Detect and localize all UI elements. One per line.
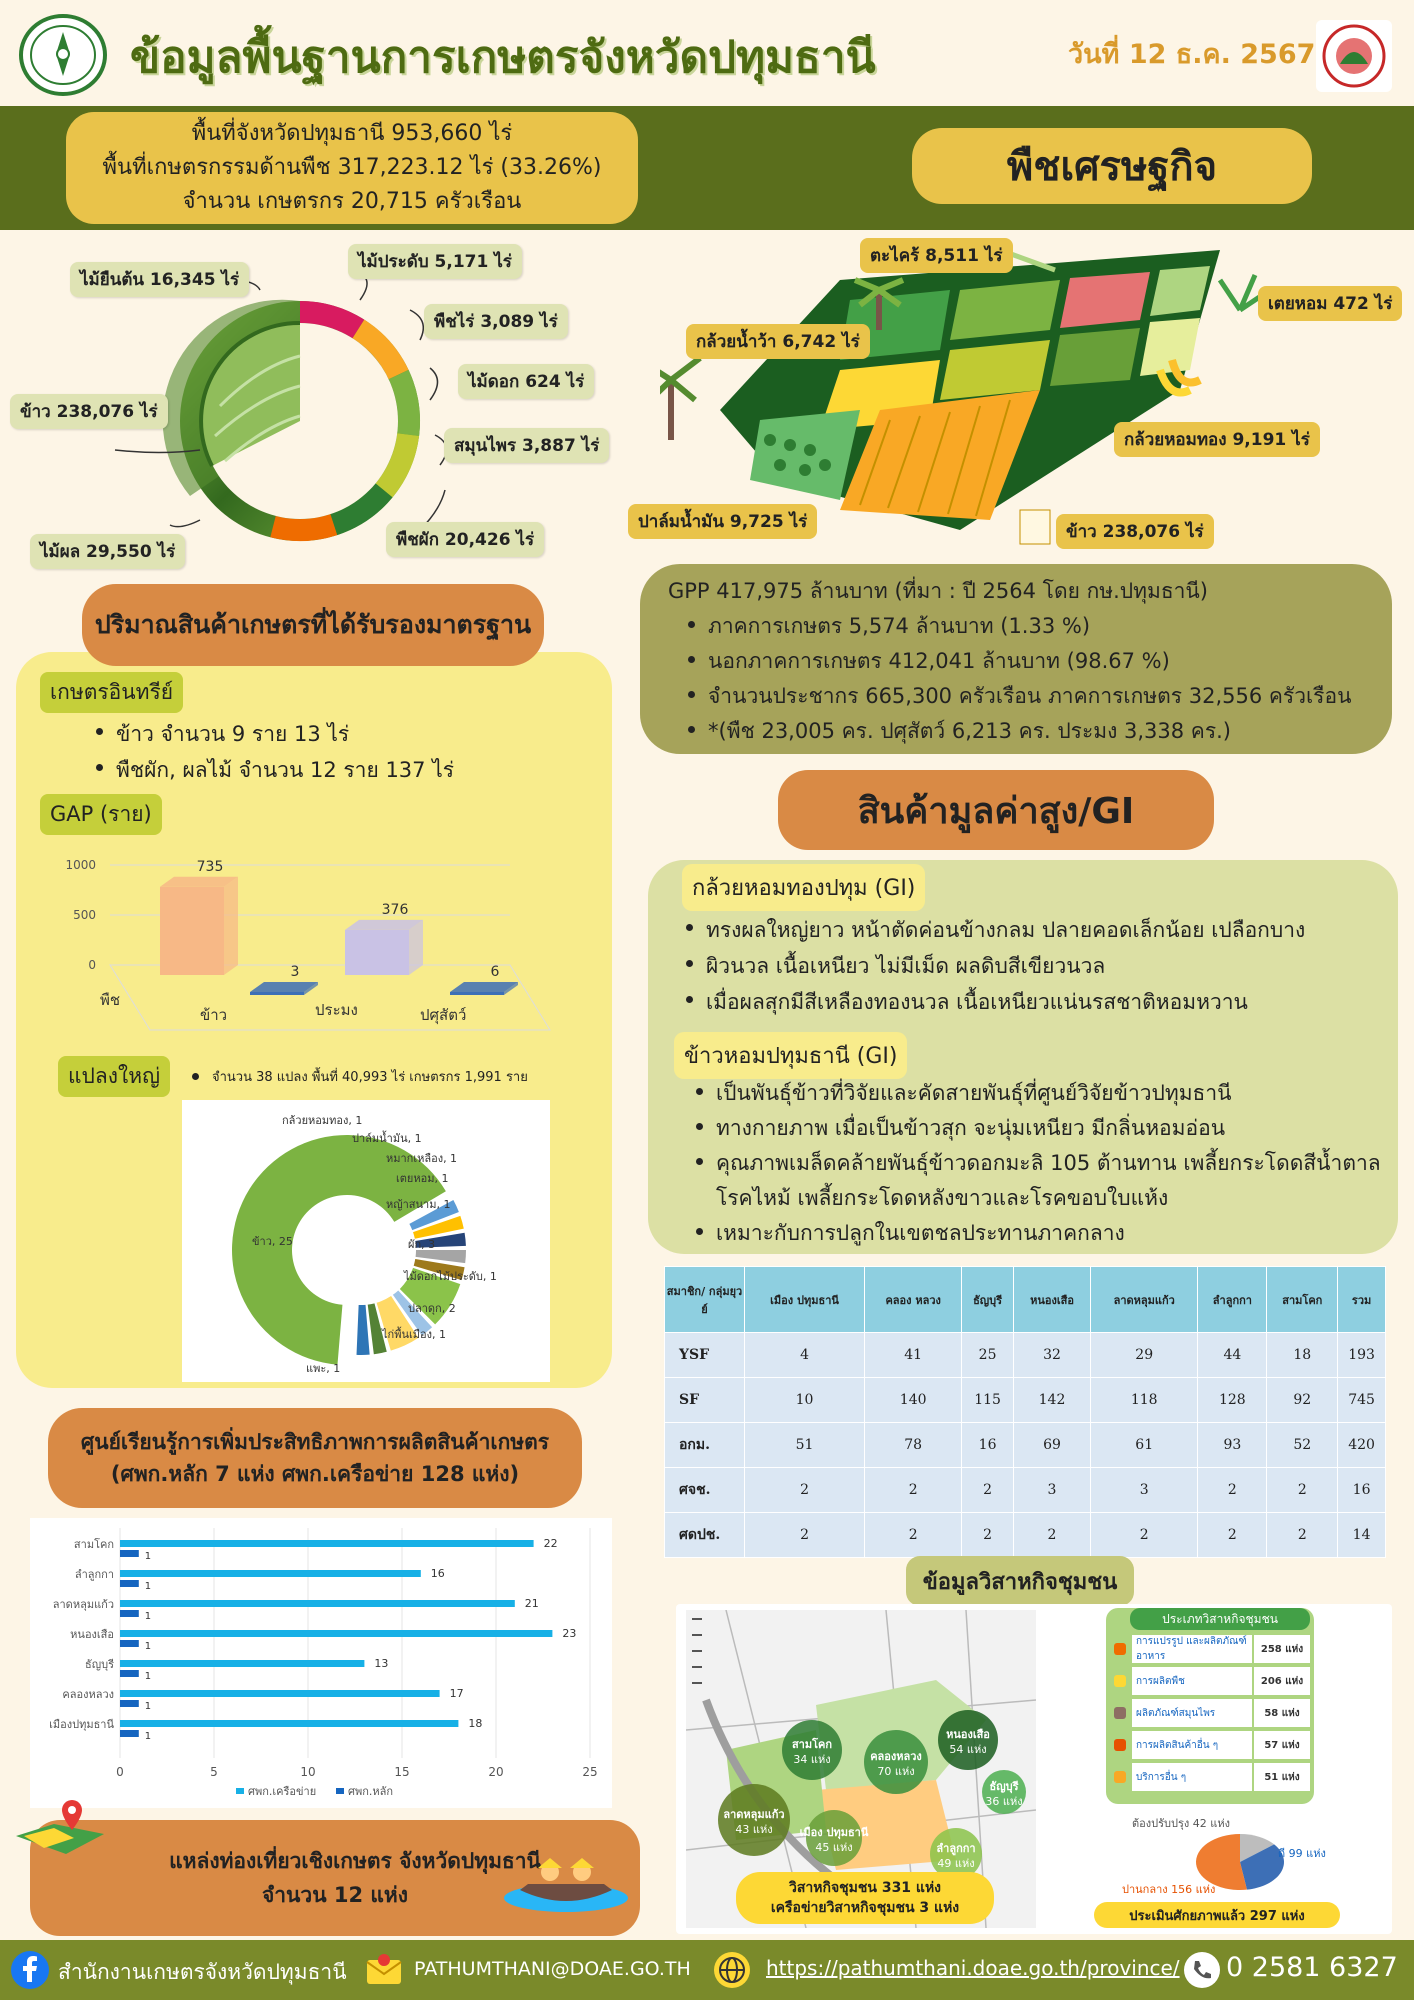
table-cell: 25: [962, 1333, 1014, 1378]
page-title: ข้อมูลพื้นฐานการเกษตรจังหวัดปทุมธานี: [130, 32, 876, 83]
label-vegetables: พืชผัก 20,426 ไร่: [386, 522, 544, 557]
large-plot-note: จำนวน 38 แปลง พื้นที่ 40,993 ไร่ เกษตรกร 1,991 ราย: [190, 1066, 528, 1087]
category-label: หนองเสือ: [70, 1628, 114, 1641]
main-center-bar: [120, 1610, 139, 1617]
gap-data-label: 735: [196, 858, 224, 875]
category-label: ลาดหลุมแก้ว: [52, 1598, 114, 1611]
table-cell: 745: [1338, 1378, 1386, 1423]
x-tick-label: 5: [210, 1765, 218, 1779]
gap-bar-chart: [50, 840, 570, 1060]
category-label: สามโคก: [73, 1538, 114, 1551]
table-cell: 3: [1091, 1468, 1198, 1513]
enterprise-type-icon: [1114, 1675, 1126, 1687]
plot-slice-label: ข้าว, 25: [252, 1235, 293, 1248]
table-cell: 51: [745, 1423, 865, 1468]
label-flowers: ไม้ดอก 624 ไร่: [458, 364, 594, 399]
table-cell: 2: [745, 1468, 865, 1513]
gap-data-label: 376: [381, 901, 409, 918]
table-cell: 29: [1091, 1333, 1198, 1378]
table-row: [665, 1513, 1386, 1558]
main-data-label: 1: [144, 1731, 152, 1742]
district-name: สามโคก: [791, 1738, 833, 1751]
x-tick-label: 0: [116, 1765, 124, 1779]
main-center-bar: [120, 1700, 139, 1707]
email-icon: [366, 1952, 402, 1986]
network-center-bar: [120, 1540, 534, 1547]
large-plot-note-list: [190, 1066, 528, 1087]
gap-bar: [160, 887, 224, 975]
table-cell: 2: [1198, 1468, 1267, 1513]
legend-swatch: [236, 1788, 244, 1794]
district-count: 43 แห่ง: [735, 1823, 773, 1836]
community-total-banner: [736, 1872, 994, 1924]
label-lemongrass: ตะไคร้ 8,511 ไร่: [860, 238, 1013, 273]
x-tick-label: 15: [394, 1765, 410, 1779]
district-name: เมือง ปทุมธานี: [799, 1826, 869, 1839]
main-center-bar: [120, 1640, 139, 1647]
palm-tree-icon: [660, 358, 700, 440]
organic-tag: เกษตรอินทรีย์: [40, 672, 183, 713]
gpp-title: GPP 417,975 ล้านบาท (ที่มา : ปี 2564 โดย กษ.ปทุมธานี): [668, 579, 1208, 603]
row-label: SF: [665, 1378, 745, 1423]
summary-box: [66, 112, 638, 224]
main-center-bar: [120, 1550, 139, 1557]
table-cell: 118: [1091, 1378, 1198, 1423]
table-cell: 2: [1013, 1513, 1090, 1558]
main-data-label: 1: [144, 1581, 152, 1592]
province-seal-icon: [1316, 20, 1392, 92]
district-name: คลองหลวง: [870, 1750, 922, 1763]
gap-category-label: ปศุสัตว์: [420, 1006, 467, 1024]
assessment-good-label: ดี 99 แห่ง: [1278, 1847, 1326, 1860]
label-banana-hom-thong: กล้วยหอมทอง 9,191 ไร่: [1114, 422, 1320, 457]
network-data-label: 23: [562, 1627, 577, 1640]
main-data-label: 1: [144, 1611, 152, 1622]
assessment-poor-label: ต้องปรับปรุง 42 แห่ง: [1132, 1817, 1230, 1830]
label-oil-palm: ปาล์มน้ำมัน 9,725 ไร่: [628, 504, 817, 539]
organic-item: ข้าว จำนวน 9 ราย 13 ไร่: [94, 716, 454, 752]
enterprise-type-row: [1110, 1698, 1310, 1728]
main-data-label: 1: [144, 1641, 152, 1652]
table-cell: 193: [1338, 1333, 1386, 1378]
district-count: 70 แห่ง: [877, 1765, 915, 1778]
category-label: เมืองปทุมธานี: [49, 1718, 114, 1731]
gi-banana-tag: กล้วยหอมทองปทุม (GI): [682, 864, 925, 911]
district-count: 49 แห่ง: [937, 1857, 975, 1870]
table-cell: 420: [1338, 1423, 1386, 1468]
gi-banana-item: เมื่อผลสุกมีสีเหลืองทองนวล เนื้อเหนียวแน่นรสชาติหอมหวาน: [684, 984, 1305, 1020]
table-cell: 4: [745, 1333, 865, 1378]
table-row: [665, 1423, 1386, 1468]
district-name: ลำลูกกา: [936, 1842, 976, 1855]
y-tick-label: 1000: [65, 858, 96, 872]
table-header: ธัญบุรี: [962, 1267, 1014, 1333]
main-data-label: 1: [144, 1551, 152, 1562]
plot-slice-label: เตยหอม, 1: [396, 1172, 449, 1185]
gap-bar-side: [224, 877, 238, 975]
doae-logo-icon: [18, 14, 108, 96]
facebook-icon[interactable]: [10, 1950, 50, 1990]
date-label: วันที่ 12 ธ.ค. 2567: [1068, 39, 1316, 70]
table-header: หนองเสือ: [1013, 1267, 1090, 1333]
district-name: ธัญบุรี: [989, 1780, 1019, 1793]
table-cell: 44: [1198, 1333, 1267, 1378]
gi-rice-item: ทางกายภาพ เมื่อเป็นข้าวสุก จะนุ่มเหนียว มีกลิ่นหอมอ่อน: [694, 1111, 1394, 1146]
table-header: สมาชิก/ กลุ่มยุวย์: [665, 1267, 745, 1333]
gap-data-label: 6: [490, 964, 500, 980]
table-cell: 3: [1013, 1468, 1090, 1513]
district-name: หนองเสือ: [946, 1728, 990, 1741]
tourism-count: จำนวน 12 แห่ง: [261, 1883, 409, 1907]
district-count: 45 แห่ง: [815, 1841, 853, 1854]
table-cell: 2: [1091, 1513, 1198, 1558]
enterprise-type-count: 51 แห่ง: [1254, 1763, 1310, 1791]
boat-market-icon: [500, 1832, 632, 1918]
network-data-label: 16: [430, 1567, 445, 1580]
district-name: ลาดหลุมแก้ว: [723, 1808, 785, 1821]
enterprise-type-icon: [1114, 1771, 1126, 1783]
gi-banana-item: ทรงผลใหญ่ยาว หน้าตัดค่อนข้างกลม ปลายคอดเล็กน้อย เปลือกบาง: [684, 912, 1305, 948]
plot-slice-label: ผัก, 3: [408, 1238, 436, 1251]
table-cell: 2: [1267, 1513, 1338, 1558]
plot-slice-label: ไก่พื้นเมือง, 1: [382, 1328, 446, 1341]
gpp-item: จำนวนประชากร 665,300 ครัวเรือน ภาคการเกษตร 32,556 ครัวเรือน: [686, 679, 1364, 714]
table-header: สามโคก: [1267, 1267, 1338, 1333]
table-cell: 69: [1013, 1423, 1090, 1468]
row-label: ศจช.: [665, 1468, 745, 1513]
enterprise-type-list: [1110, 1634, 1310, 1794]
assessment-mid-label: ปานกลาง 156 แห่ง: [1122, 1883, 1216, 1896]
organic-list: [94, 716, 454, 788]
globe-icon: [712, 1950, 752, 1990]
main-center-bar: [120, 1580, 139, 1587]
gap-category-label: ข้าว: [200, 1006, 228, 1024]
table-cell: 61: [1091, 1423, 1198, 1468]
gi-rice-list: [694, 1076, 1394, 1251]
enterprise-type-row: [1110, 1666, 1310, 1696]
assessment-banner: ประเมินศักยภาพแล้ว 297 แห่ง: [1094, 1902, 1340, 1928]
table-cell: 128: [1198, 1378, 1267, 1423]
x-tick-label: 20: [488, 1765, 504, 1779]
legend-main: ศพก.หลัก: [348, 1785, 394, 1798]
table-cell: 2: [962, 1513, 1014, 1558]
gap-bar: [345, 930, 409, 975]
network-data-label: 17: [449, 1687, 464, 1700]
large-plot-tag: แปลงใหญ่: [58, 1056, 170, 1097]
enterprise-type-count: 57 แห่ง: [1254, 1731, 1310, 1759]
enterprise-type-name: การผลิตสินค้าอื่น ๆ: [1132, 1731, 1252, 1759]
main-center-bar: [120, 1730, 139, 1737]
table-header: คลอง หลวง: [865, 1267, 962, 1333]
standard-title: ปริมาณสินค้าเกษตรที่ได้รับรองมาตรฐาน: [82, 584, 544, 666]
main-data-label: 1: [144, 1701, 152, 1712]
table-cell: 115: [962, 1378, 1014, 1423]
enterprise-type-row: [1110, 1730, 1310, 1760]
main-center-bar: [120, 1670, 139, 1677]
gap-bar: [450, 992, 504, 995]
plot-slice-label: ปาล์มน้ำมัน, 1: [352, 1132, 422, 1145]
plot-slice-label: ไม้ดอกไม้ประดับ, 1: [404, 1270, 497, 1283]
enterprise-type-name: ผลิตภัณฑ์สมุนไพร: [1132, 1699, 1252, 1727]
row-label: ศดปช.: [665, 1513, 745, 1558]
gpp-box: [640, 564, 1392, 754]
network-center-bar: [120, 1570, 421, 1577]
gpp-item: *(พืช 23,005 คร. ปศุสัตว์ 6,213 คร. ประมง 3,338 คร.): [686, 714, 1364, 749]
table-cell: 2: [865, 1513, 962, 1558]
gap-tag: GAP (ราย): [40, 794, 162, 835]
table-header: ลาดหลุมแก้ว: [1091, 1267, 1198, 1333]
table-row: [665, 1378, 1386, 1423]
map-pin-icon: [14, 1796, 106, 1858]
econ-crops-title: พืชเศรษฐกิจ: [912, 128, 1312, 204]
enterprise-type-count: 258 แห่ง: [1254, 1635, 1310, 1663]
label-ornamental: ไม้ประดับ 5,171 ไร่: [348, 244, 522, 279]
enterprise-type-icon: [1114, 1707, 1126, 1719]
plot-slice: [357, 1305, 370, 1355]
table-cell: 10: [745, 1378, 865, 1423]
x-tick-label: 25: [582, 1765, 598, 1779]
table-cell: 92: [1267, 1378, 1338, 1423]
network-data-label: 18: [468, 1717, 483, 1730]
network-center-bar: [120, 1720, 458, 1727]
legend-swatch: [336, 1788, 344, 1794]
label-rice: ข้าว 238,076 ไร่: [10, 394, 168, 429]
category-label: ลำลูกกา: [74, 1568, 114, 1581]
footer-email[interactable]: PATHUMTHANI@DOAE.GO.TH: [414, 1958, 691, 1980]
x-tick-label: 10: [300, 1765, 316, 1779]
gi-banana-item: ผิวนวล เนื้อเหนียว ไม่มีเม็ด ผลดิบสีเขียวนวล: [684, 948, 1305, 984]
learning-center-title: [48, 1408, 582, 1508]
table-row: [665, 1333, 1386, 1378]
table-header: รวม: [1338, 1267, 1386, 1333]
gi-rice-item: เป็นพันธุ์ข้าวที่วิจัยและคัดสายพันธุ์ที่ศูนย์วิจัยข้าวปทุมธานี: [694, 1076, 1394, 1111]
row-label: YSF: [665, 1333, 745, 1378]
gi-rice-tag: ข้าวหอมปทุมธานี (GI): [674, 1032, 907, 1079]
gi-rice-item: เหมาะกับการปลูกในเขตชลประทานภาคกลาง: [694, 1216, 1394, 1251]
enterprise-type-row: [1110, 1762, 1310, 1792]
table-row: [665, 1468, 1386, 1513]
large-plot-donut-chart: [182, 1100, 550, 1382]
table-cell: 142: [1013, 1378, 1090, 1423]
label-fruit: ไม้ผล 29,550 ไร่: [30, 534, 185, 569]
label-herbs: สมุนไพร 3,887 ไร่: [444, 428, 609, 463]
enterprise-type-icon: [1114, 1643, 1126, 1655]
table-cell: 41: [865, 1333, 962, 1378]
enterprise-type-name: การแปรรูป และผลิตภัณฑ์อาหาร: [1132, 1635, 1252, 1663]
summary-agri-area: พื้นที่เกษตรกรรมด้านพืช 317,223.12 ไร่ (33.26%): [102, 155, 602, 180]
legend-network: ศพก.เครือข่าย: [248, 1785, 317, 1798]
category-label: คลองหลวง: [62, 1688, 114, 1701]
table-cell: 52: [1267, 1423, 1338, 1468]
learning-title-line1: ศูนย์เรียนรู้การเพิ่มประสิทธิภาพการผลิตสินค้าเกษตร: [80, 1430, 550, 1454]
network-data-label: 13: [374, 1657, 389, 1670]
gi-banana-list: [684, 912, 1305, 1020]
network-center-bar: [120, 1600, 515, 1607]
y-tick-label: 0: [88, 958, 96, 972]
farmer-group-table: [664, 1266, 1386, 1558]
table-cell: 2: [745, 1513, 865, 1558]
network-data-label: 22: [543, 1537, 558, 1550]
enterprise-type-title: ประเภทวิสาหกิจชุมชน: [1130, 1608, 1310, 1630]
community-total: วิสาหกิจชุมชน 331 แห่ง: [788, 1880, 942, 1896]
table-cell: 18: [1267, 1333, 1338, 1378]
table-cell: 32: [1013, 1333, 1090, 1378]
enterprise-type-name: การผลิตพืช: [1132, 1667, 1252, 1695]
gap-category-label: พืช: [100, 991, 121, 1009]
network-data-label: 21: [524, 1597, 539, 1610]
network-center-bar: [120, 1660, 364, 1667]
learning-title-line2: (ศพก.หลัก 7 แห่ง ศพก.เครือข่าย 128 แห่ง): [110, 1462, 520, 1486]
footer-phone[interactable]: 0 2581 6327: [1226, 1952, 1398, 1983]
header: [0, 0, 1414, 106]
table-cell: 2: [1198, 1513, 1267, 1558]
gi-rice-item: คุณภาพเมล็ดคล้ายพันธุ์ข้าวดอกมะลิ 105 ต้านทาน เพลี้ยกระโดดสีน้ำตาล โรคไหม้ เพลี้ยกระโดดหลังขาวและโรคขอบใบแห้ง: [694, 1146, 1394, 1216]
plot-slice-label: หมากเหลือง, 1: [386, 1152, 458, 1165]
label-perennial: ไม้ยืนต้น 16,345 ไร่: [70, 262, 249, 297]
footer-office: สำนักงานเกษตรจังหวัดปทุมธานี: [58, 1960, 347, 1984]
gpp-item: ภาคการเกษตร 5,574 ล้านบาท (1.33 %): [686, 609, 1364, 644]
summary-farmers: จำนวน เกษตรกร 20,715 ครัวเรือน: [182, 189, 522, 214]
label-pandan: เตยหอม 472 ไร่: [1258, 286, 1402, 321]
plot-slice-label: กล้วยหอมทอง, 1: [282, 1114, 363, 1127]
table-cell: 78: [865, 1423, 962, 1468]
enterprise-type-row: [1110, 1634, 1310, 1664]
tourism-line1: แหล่งท่องเที่ยวเชิงเกษตร จังหวัดปทุมธานี: [169, 1849, 541, 1873]
table-header: เมือง ปทุมธานี: [745, 1267, 865, 1333]
label-field-crops: พืชไร่ 3,089 ไร่: [424, 304, 568, 339]
table-cell: 2: [962, 1468, 1014, 1513]
organic-item: พืชผัก, ผลไม้ จำนวน 12 ราย 137 ไร่: [94, 752, 454, 788]
table-cell: 16: [1338, 1468, 1386, 1513]
district-count: 34 แห่ง: [793, 1753, 831, 1766]
table-header: ลำลูกกา: [1198, 1267, 1267, 1333]
network-center-bar: [120, 1690, 440, 1697]
enterprise-type-count: 58 แห่ง: [1254, 1699, 1310, 1727]
community-title: ข้อมูลวิสาหกิจชุมชน: [906, 1556, 1134, 1606]
footer-website-link[interactable]: https://pathumthani.doae.go.th/province/: [766, 1956, 1180, 1980]
table-cell: 93: [1198, 1423, 1267, 1468]
label-rice-crop: ข้าว 238,076 ไร่: [1056, 514, 1214, 549]
table-cell: 2: [1267, 1468, 1338, 1513]
gi-title: สินค้ามูลค่าสูง/GI: [778, 770, 1214, 850]
plot-slice-label: ปลาดุก, 2: [408, 1302, 456, 1315]
phone-icon: [1182, 1950, 1222, 1990]
community-network: เครือข่ายวิสาหกิจชุมชน 3 แห่ง: [770, 1900, 960, 1916]
network-center-bar: [120, 1630, 552, 1637]
label-banana-namwa: กล้วยน้ำว้า 6,742 ไร่: [686, 324, 870, 359]
gap-data-label: 3: [290, 964, 300, 980]
enterprise-type-icon: [1114, 1739, 1126, 1751]
category-label: ธัญบุรี: [85, 1658, 114, 1671]
row-label: อกม.: [665, 1423, 745, 1468]
table-cell: 14: [1338, 1513, 1386, 1558]
plot-slice-label: แพะ, 1: [306, 1362, 341, 1375]
plot-slice-label: หญ้าสนาม, 1: [386, 1198, 451, 1211]
table-cell: 16: [962, 1423, 1014, 1468]
learning-center-bar-chart: [30, 1518, 612, 1808]
district-count: 54 แห่ง: [949, 1743, 987, 1756]
table-cell: 140: [865, 1378, 962, 1423]
main-data-label: 1: [144, 1671, 152, 1682]
gap-bar: [250, 992, 304, 995]
table-cell: 2: [865, 1468, 962, 1513]
gpp-item: นอกภาคการเกษตร 412,041 ล้านบาท (98.67 %): [686, 644, 1364, 679]
enterprise-type-count: 206 แห่ง: [1254, 1667, 1310, 1695]
y-tick-label: 500: [73, 908, 96, 922]
summary-area: พื้นที่จังหวัดปทุมธานี 953,660 ไร่: [191, 121, 513, 146]
enterprise-type-name: บริการอื่น ๆ: [1132, 1763, 1252, 1791]
table-header-row: [665, 1267, 1386, 1333]
rice-sack-icon: [1020, 510, 1050, 544]
gap-category-label: ประมง: [315, 1001, 358, 1019]
district-count: 36 แห่ง: [985, 1795, 1023, 1808]
